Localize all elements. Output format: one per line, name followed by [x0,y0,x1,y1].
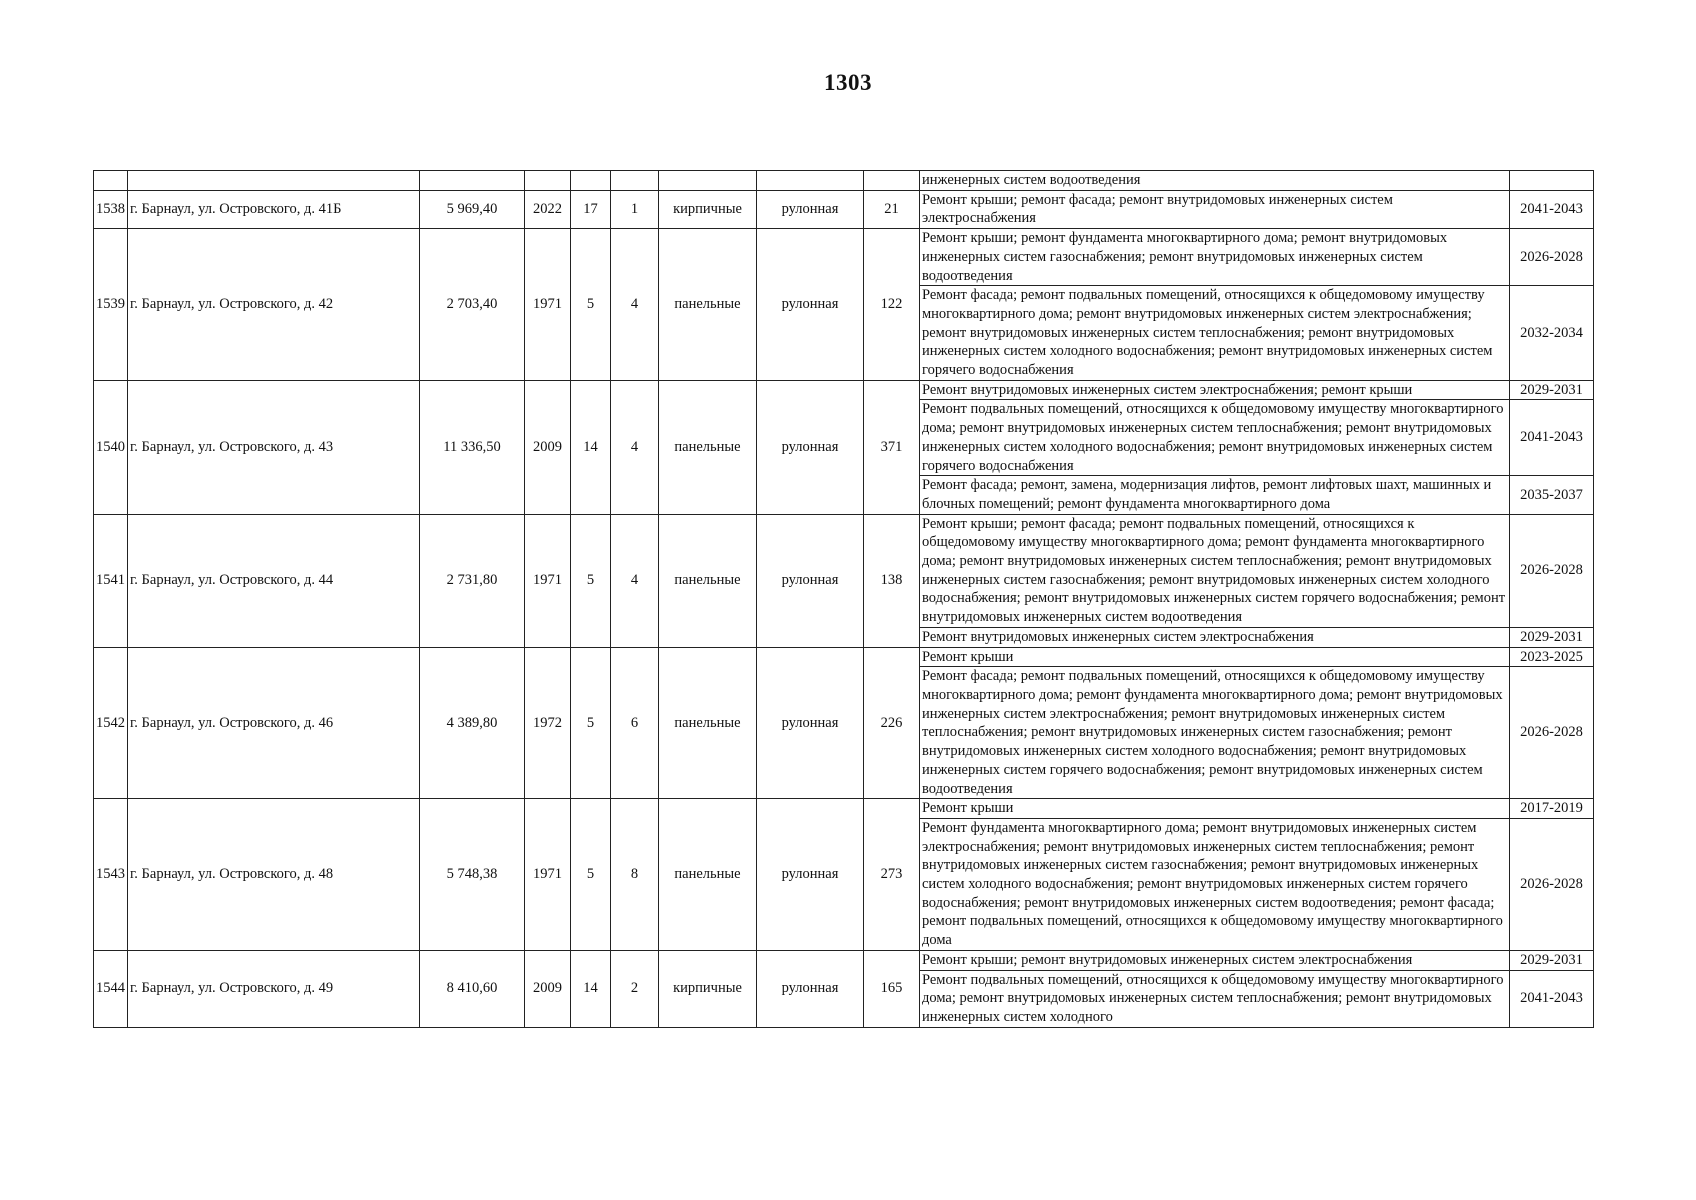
house-number: 1544 [94,950,128,1027]
wall-material: кирпичные [659,190,757,228]
wall-material: панельные [659,647,757,799]
address: г. Барнаул, ул. Островского, д. 49 [128,950,420,1027]
repair-period: 2041-2043 [1510,400,1594,476]
repair-period: 2026-2028 [1510,514,1594,627]
build-year: 1972 [525,647,571,799]
work-description: Ремонт внутридомовых инженерных систем электроснабжения [920,627,1510,647]
build-year: 1971 [525,799,571,951]
roof-type: рулонная [757,799,864,951]
floors-count: 5 [571,229,611,381]
work-description: Ремонт фасада; ремонт подвальных помещений, относящихся к общедомовому имуществу многоквартирного дома; ремонт фундамента многоквартирного дома; ремонт внутридомовых инженерных систем электроснабжения; ремонт внутридомовых инженерных систем теплоснабжения; ремонт внутридомовых инженерных систем газоснабжения; ремонт внутридомовых инженерных систем холодного водоснабжения; ремонт внутридомовых инженерных систем горячего водоснабжения; ремонт внутридомовых инженерных систем водоотведения [920,667,1510,799]
cell-empty [757,171,864,191]
table-row [94,647,1594,667]
housing-repair-table [93,170,1594,1028]
work-description: Ремонт фасада; ремонт, замена, модернизация лифтов, ремонт лифтовых шахт, машинных и блочных помещений; ремонт фундамента многоквартирного дома [920,476,1510,514]
address: г. Барнаул, ул. Островского, д. 42 [128,229,420,381]
total-area: 11 336,50 [420,380,525,514]
house-number: 1539 [94,229,128,381]
work-description: Ремонт подвальных помещений, относящихся к общедомовому имуществу многоквартирного дома; ремонт внутридомовых инженерных систем теплоснабжения; ремонт внутридомовых инженерных систем холодного [920,970,1510,1027]
work-description: Ремонт крыши [920,799,1510,819]
repair-period: 2029-2031 [1510,627,1594,647]
cell-empty [611,171,659,191]
roof-type: рулонная [757,647,864,799]
work-description: Ремонт фасада; ремонт подвальных помещений, относящихся к общедомовому имуществу многоквартирного дома; ремонт внутридомовых инженерных систем электроснабжения; ремонт внутридомовых инженерных систем теплоснабжения; ремонт внутридомовых инженерных систем холодного водоснабжения; ремонт внутридомовых инженерных систем горячего водоснабжения [920,286,1510,381]
work-description: Ремонт внутридомовых инженерных систем электроснабжения; ремонт крыши [920,380,1510,400]
entrances-count: 1 [611,190,659,228]
work-description: Ремонт крыши; ремонт фундамента многоквартирного дома; ремонт внутридомовых инженерных систем газоснабжения; ремонт внутридомовых инженерных систем водоотведения [920,229,1510,286]
repair-period: 2026-2028 [1510,667,1594,799]
build-year: 2022 [525,190,571,228]
address: г. Барнаул, ул. Островского, д. 41Б [128,190,420,228]
residents-count: 165 [864,950,920,1027]
total-area: 4 389,80 [420,647,525,799]
house-number: 1540 [94,380,128,514]
repair-period: 2017-2019 [1510,799,1594,819]
entrances-count: 4 [611,380,659,514]
total-area: 5 969,40 [420,190,525,228]
house-number: 1543 [94,799,128,951]
build-year: 1971 [525,229,571,381]
residents-count: 226 [864,647,920,799]
work-description: Ремонт подвальных помещений, относящихся к общедомовому имуществу многоквартирного дома; ремонт внутридомовых инженерных систем теплоснабжения; ремонт внутридомовых инженерных систем холодного водоснабжения; ремонт внутридомовых инженерных систем горячего водоснабжения [920,400,1510,476]
continuation-row [94,171,1594,191]
build-year: 1971 [525,514,571,647]
repair-period: 2023-2025 [1510,647,1594,667]
entrances-count: 2 [611,950,659,1027]
cell-empty [864,171,920,191]
address: г. Барнаул, ул. Островского, д. 43 [128,380,420,514]
residents-count: 273 [864,799,920,951]
table-row [94,514,1594,627]
wall-material: панельные [659,380,757,514]
work-description: инженерных систем водоотведения [920,171,1510,191]
repair-period: 2026-2028 [1510,818,1594,950]
cell-empty [525,171,571,191]
repair-period: 2032-2034 [1510,286,1594,381]
entrances-count: 4 [611,514,659,647]
table-row [94,799,1594,819]
floors-count: 14 [571,950,611,1027]
wall-material: панельные [659,514,757,647]
house-number: 1541 [94,514,128,647]
repair-period: 2026-2028 [1510,229,1594,286]
cell-empty [128,171,420,191]
residents-count: 371 [864,380,920,514]
floors-count: 17 [571,190,611,228]
repair-period: 2035-2037 [1510,476,1594,514]
repair-period: 2029-2031 [1510,950,1594,970]
table-row [94,229,1594,286]
floors-count: 5 [571,514,611,647]
work-description: Ремонт крыши; ремонт фасада; ремонт внутридомовых инженерных систем электроснабжения [920,190,1510,228]
table-row [94,950,1594,970]
wall-material: панельные [659,229,757,381]
total-area: 2 731,80 [420,514,525,647]
floors-count: 5 [571,799,611,951]
roof-type: рулонная [757,229,864,381]
wall-material: панельные [659,799,757,951]
residents-count: 21 [864,190,920,228]
roof-type: рулонная [757,190,864,228]
residents-count: 138 [864,514,920,647]
roof-type: рулонная [757,514,864,647]
cell-empty [659,171,757,191]
total-area: 2 703,40 [420,229,525,381]
cell-empty [571,171,611,191]
entrances-count: 4 [611,229,659,381]
work-description: Ремонт крыши [920,647,1510,667]
house-number: 1542 [94,647,128,799]
address: г. Барнаул, ул. Островского, д. 46 [128,647,420,799]
repair-period: 2029-2031 [1510,380,1594,400]
build-year: 2009 [525,950,571,1027]
roof-type: рулонная [757,380,864,514]
entrances-count: 6 [611,647,659,799]
total-area: 5 748,38 [420,799,525,951]
table-body [94,171,1594,1028]
work-description: Ремонт фундамента многоквартирного дома; ремонт внутридомовых инженерных систем электроснабжения; ремонт внутридомовых инженерных систем теплоснабжения; ремонт внутридомовых инженерных систем газоснабжения; ремонт внутридомовых инженерных систем холодного водоснабжения; ремонт внутридомовых инженерных систем горячего водоснабжения; ремонт внутридомовых инженерных систем водоотведения; ремонт фасада; ремонт подвальных помещений, относящихся к общедомовому имуществу многоквартирного дома [920,818,1510,950]
work-description: Ремонт крыши; ремонт фасада; ремонт подвальных помещений, относящихся к общедомовому имуществу многоквартирного дома; ремонт фундамента многоквартирного дома; ремонт внутридомовых инженерных систем теплоснабжения; ремонт внутридомовых инженерных систем газоснабжения; ремонт внутридомовых инженерных систем холодного водоснабжения; ремонт внутридомовых инженерных систем горячего водоснабжения; ремонт внутридомовых инженерных систем водоотведения [920,514,1510,627]
floors-count: 5 [571,647,611,799]
address: г. Барнаул, ул. Островского, д. 48 [128,799,420,951]
table-row [94,190,1594,228]
house-number: 1538 [94,190,128,228]
cell-empty [94,171,128,191]
page-number: 1303 [824,70,872,95]
work-description: Ремонт крыши; ремонт внутридомовых инженерных систем электроснабжения [920,950,1510,970]
floors-count: 14 [571,380,611,514]
address: г. Барнаул, ул. Островского, д. 44 [128,514,420,647]
total-area: 8 410,60 [420,950,525,1027]
repair-period: 2041-2043 [1510,190,1594,228]
entrances-count: 8 [611,799,659,951]
wall-material: кирпичные [659,950,757,1027]
table-row [94,380,1594,400]
build-year: 2009 [525,380,571,514]
roof-type: рулонная [757,950,864,1027]
residents-count: 122 [864,229,920,381]
repair-period: 2041-2043 [1510,970,1594,1027]
cell-empty [420,171,525,191]
cell-empty [1510,171,1594,191]
